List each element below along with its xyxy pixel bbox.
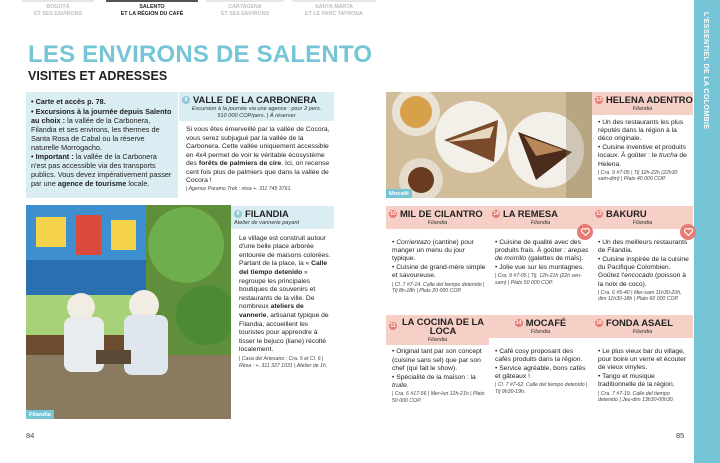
- nav-label: SANTA MARTA ET LE PARC TAYRONA: [305, 4, 363, 17]
- helena-title: 13 HELENA ADENTRO: [596, 94, 693, 105]
- remesa-header: [489, 206, 592, 229]
- filandia-title: 9 FILANDIA: [234, 208, 331, 219]
- nav-tab-cartagena[interactable]: [206, 4, 284, 34]
- number-badge: 11: [390, 322, 396, 329]
- helena-header: [592, 92, 693, 115]
- number-badge: 10: [390, 210, 396, 217]
- nav-bar: [292, 0, 376, 2]
- carbonera-text: Si vous êtes émerveillé par la vallée de Cocora, vous serez subjugué par la vallée de la Carbonera. Cette vallée uniquement accessible en 4x4 permet de voir le véritable écosystème des forêts de palmiers de cire. Ici, on recense cent fois plus de palmiers que dans la vallée de Cocora ! | Agence Paramo Trek : résa +. 311 745 3761.: [186, 126, 330, 192]
- intro-important: • Important : la vallée de la Carbonera n'est pas accessible via des transports publics. Vous devez impérativement passer par une agence de tourisme locale.: [31, 152, 172, 188]
- filandia-info: | Casa del Artesano : Cra. 5 et Cl. 6 | Résa : +. 311 327 1031 | Atelier de 1h.: [239, 355, 328, 369]
- filandia-text: Le village est construit autour d'une belle place arborée entourée de maisons colorées. Partant de la place, la « Calle del tiempo detenido » regroupe les principales boutiques de souvenirs et restaurants de la ville. De nombreux ateliers de vannerie, artisanat typique de Filandia, accueillent les touristes pour apprendre à tisser le bejuco (liane) récolté localement. | Casa del Artesano : Cra. 5 et Cl. 6 | Résa : +. 311 327 1031 | Atelier de 1h.: [239, 234, 331, 369]
- asael-title: 18 FONDA ASAEL: [596, 317, 674, 328]
- card-mocafe: [489, 315, 592, 419]
- nav-bar: [206, 0, 284, 2]
- helena-info: | Cra. 9 #7-05 | Tlj 12h-22h (22h30 sam-dim) | Plats 40 000 COP.: [598, 169, 678, 183]
- remesa-subtitle: Filandia: [530, 220, 551, 226]
- asael-subtitle: Filandia: [632, 329, 653, 335]
- helena-subtitle: Filandia: [632, 106, 653, 112]
- carbonera-info: | Agence Paramo Trek : résa +. 311 745 3761.: [186, 185, 292, 192]
- page-number-right: 85: [676, 431, 685, 440]
- page-subtitle: VISITES ET ADRESSES: [28, 69, 168, 83]
- asael-info: | Cra. 7 #7-19. Calle del tiempo detenido | Jeu-dim 13h30-00h30.: [598, 390, 675, 404]
- bakuru-info: | Cra. 6 #5-40 | Mer-sam 11h30-20h, dim 11h30-18h | Plats 60 000 COP.: [598, 289, 682, 303]
- remesa-title: 14 LA REMESA: [493, 208, 558, 219]
- intro-box: [26, 92, 178, 198]
- mocafe-header: [489, 315, 592, 338]
- nav-bar: [22, 0, 94, 2]
- carbonera-header: [179, 92, 334, 121]
- nav-label: SALENTO ET LA RÉGION DU CAFÉ: [120, 4, 184, 17]
- filandia-section: [231, 206, 334, 418]
- cilantro-title: 10 MIL DE CILANTRO: [390, 208, 483, 219]
- nav-label: CARTAGENA ET SES ENVIRONS: [221, 4, 269, 17]
- remesa-body: • Cuisine de qualité avec des produits frais. À goûter : arepas de morrillo (galettes de maïs). • Jolie vue sur les montagnes. | Cra. 9 #7-05 | Tlj. 12h-21h (22h ven-sam) | Plats 50 000 COP.: [495, 238, 589, 286]
- filandia-header: [231, 206, 334, 229]
- card-la-cocina-de-la-loca: [386, 315, 489, 419]
- side-tab-label: L'ESSENTIEL DE LA COLOMBIE: [702, 12, 709, 130]
- filandia-photo-caption: Filandia: [26, 410, 54, 419]
- cilantro-header: [386, 206, 489, 229]
- intro-excursions: • Excursions à la journée depuis Salento au choix : la vallée de la Carbonera, Filandia et ses environs, les thermes de Santa Rosa de Cabal ou la réserve naturelle Morrogacho.: [31, 106, 172, 152]
- loca-subtitle: Filandia: [427, 336, 448, 343]
- mocafe-body: • Café cosy proposant des cafés produits dans la région. • Service agréable, bons cafés et gâteaux ! | Cl. 7 #7-62. Calle del tiempo detenido | Tlj 9h30-19h.: [495, 347, 588, 395]
- asael-body: • Le plus vieux bar du village, pour boire un verre et écouter de vieux vinyles. • Tango et musique traditionnelle de la région. | Cra. 7 #7-19. Calle del tiempo detenido | Jeu-dim 13h30-00h30.: [592, 338, 693, 404]
- asael-header: [592, 315, 693, 338]
- mocafe-photo-caption: Mocafé: [386, 189, 412, 198]
- nav-tab-bogota[interactable]: [22, 4, 94, 34]
- carbonera-title: 8 VALLE DE LA CARBONERA: [182, 94, 331, 105]
- favorite-heart-icon: [577, 224, 593, 240]
- bakuru-header: [592, 206, 693, 229]
- loca-body: • Original tant par son concept (cuisine sans sel) que par son chef (qui fait le show). • Spécialité de la maison : la truite. | Cra. 6 #17-56 | Mer-lun 12h-21h | Plats 50 000 COP.: [392, 348, 485, 404]
- filandia-subtitle: Atelier de vannerie payant: [234, 220, 299, 226]
- nav-tab-santa-marta[interactable]: [292, 4, 376, 34]
- card-helena: [592, 92, 693, 198]
- loca-info: | Cra. 6 #17-56 | Mer-lun 12h-21h | Plats 50 000 COP.: [392, 391, 485, 404]
- cilantro-subtitle: Filandia: [427, 220, 448, 226]
- nav-bar: [106, 0, 198, 2]
- nav-tab-salento[interactable]: [106, 4, 198, 34]
- filandia-photo: [26, 205, 231, 419]
- mocafe-photo-art: [386, 92, 592, 198]
- number-badge: 13: [596, 210, 602, 217]
- number-badge: 13: [596, 96, 602, 103]
- bakuru-subtitle: Filandia: [632, 220, 653, 226]
- page-title: LES ENVIRONS DE SALENTO: [28, 41, 373, 68]
- mocafe-info: | Cl. 7 #7-62. Calle del tiempo detenido | Tlj 9h30-19h.: [495, 382, 588, 395]
- card-fonda-asael: [592, 315, 693, 419]
- mocafe-photo: [386, 92, 592, 198]
- carbonera-subtitle: Excursion à la journée via une agence : pour 2 pers. 510 000 COP/pers. | À réserver: [191, 106, 322, 119]
- side-tab: [694, 0, 720, 463]
- cilantro-body: • Corrientazo (cantine) pour manger un menu du jour typique. • Cuisine de grand-mère simple et savoureuse. | Cl. 7 #7-14. Calle del tiempo detenido | Tlj 8h-18h | Plats 20 000 COP.: [392, 238, 486, 295]
- cilantro-info: | Cl. 7 #7-14. Calle del tiempo detenido | Tlj 8h-18h | Plats 20 000 COP.: [392, 281, 485, 295]
- mocafe-subtitle: Filandia: [530, 329, 551, 335]
- remesa-info: | Cra. 9 #7-05 | Tlj. 12h-21h (22h ven-sam) | Plats 50 000 COP.: [495, 273, 582, 286]
- bakuru-title: 13 BAKURU: [596, 208, 647, 219]
- card-mil-de-cilantro: [386, 206, 489, 311]
- carbonera-section: [179, 92, 334, 198]
- helena-body: • Un des restaurants les plus réputés dans la région à la déco originale. • Cuisine inventive et produits locaux. À goûter : le trucha de Helena. | Cra. 9 #7-05 | Tlj 12h-22h (22h30 sam-dim) | Plats 40 000 COP.: [592, 115, 693, 183]
- loca-title: 11 LA COCINA DE LA LOCA: [390, 316, 485, 337]
- bakuru-body: • Un des meilleurs restaurants de Filandia. • Cuisine inspirée de la cuisine du Pacifique Colombien. Goûtez l'encocado (poisson à la noix de coco). | Cra. 6 #5-40 | Mer-sam 11h30-20h, dim 11h30-18h | Plats 60 000 COP.: [598, 238, 689, 303]
- number-badge: 18: [596, 319, 602, 326]
- number-badge: 14: [493, 210, 499, 217]
- mocafe-title: 14 MOCAFÉ: [515, 317, 567, 328]
- intro-map-line: • Carte et accès p. 78.: [31, 97, 106, 106]
- nav-label: BOGOTÁ ET SES ENVIRONS: [34, 4, 82, 17]
- number-badge: 8: [182, 96, 190, 104]
- card-bakuru: [592, 206, 693, 311]
- number-badge: 9: [234, 210, 242, 218]
- loca-header: [386, 315, 489, 345]
- number-badge: 14: [515, 319, 522, 326]
- favorite-heart-icon: [680, 224, 696, 240]
- page-number-left: 84: [26, 431, 35, 440]
- filandia-photo-art: [26, 205, 231, 419]
- card-la-remesa: [489, 206, 592, 311]
